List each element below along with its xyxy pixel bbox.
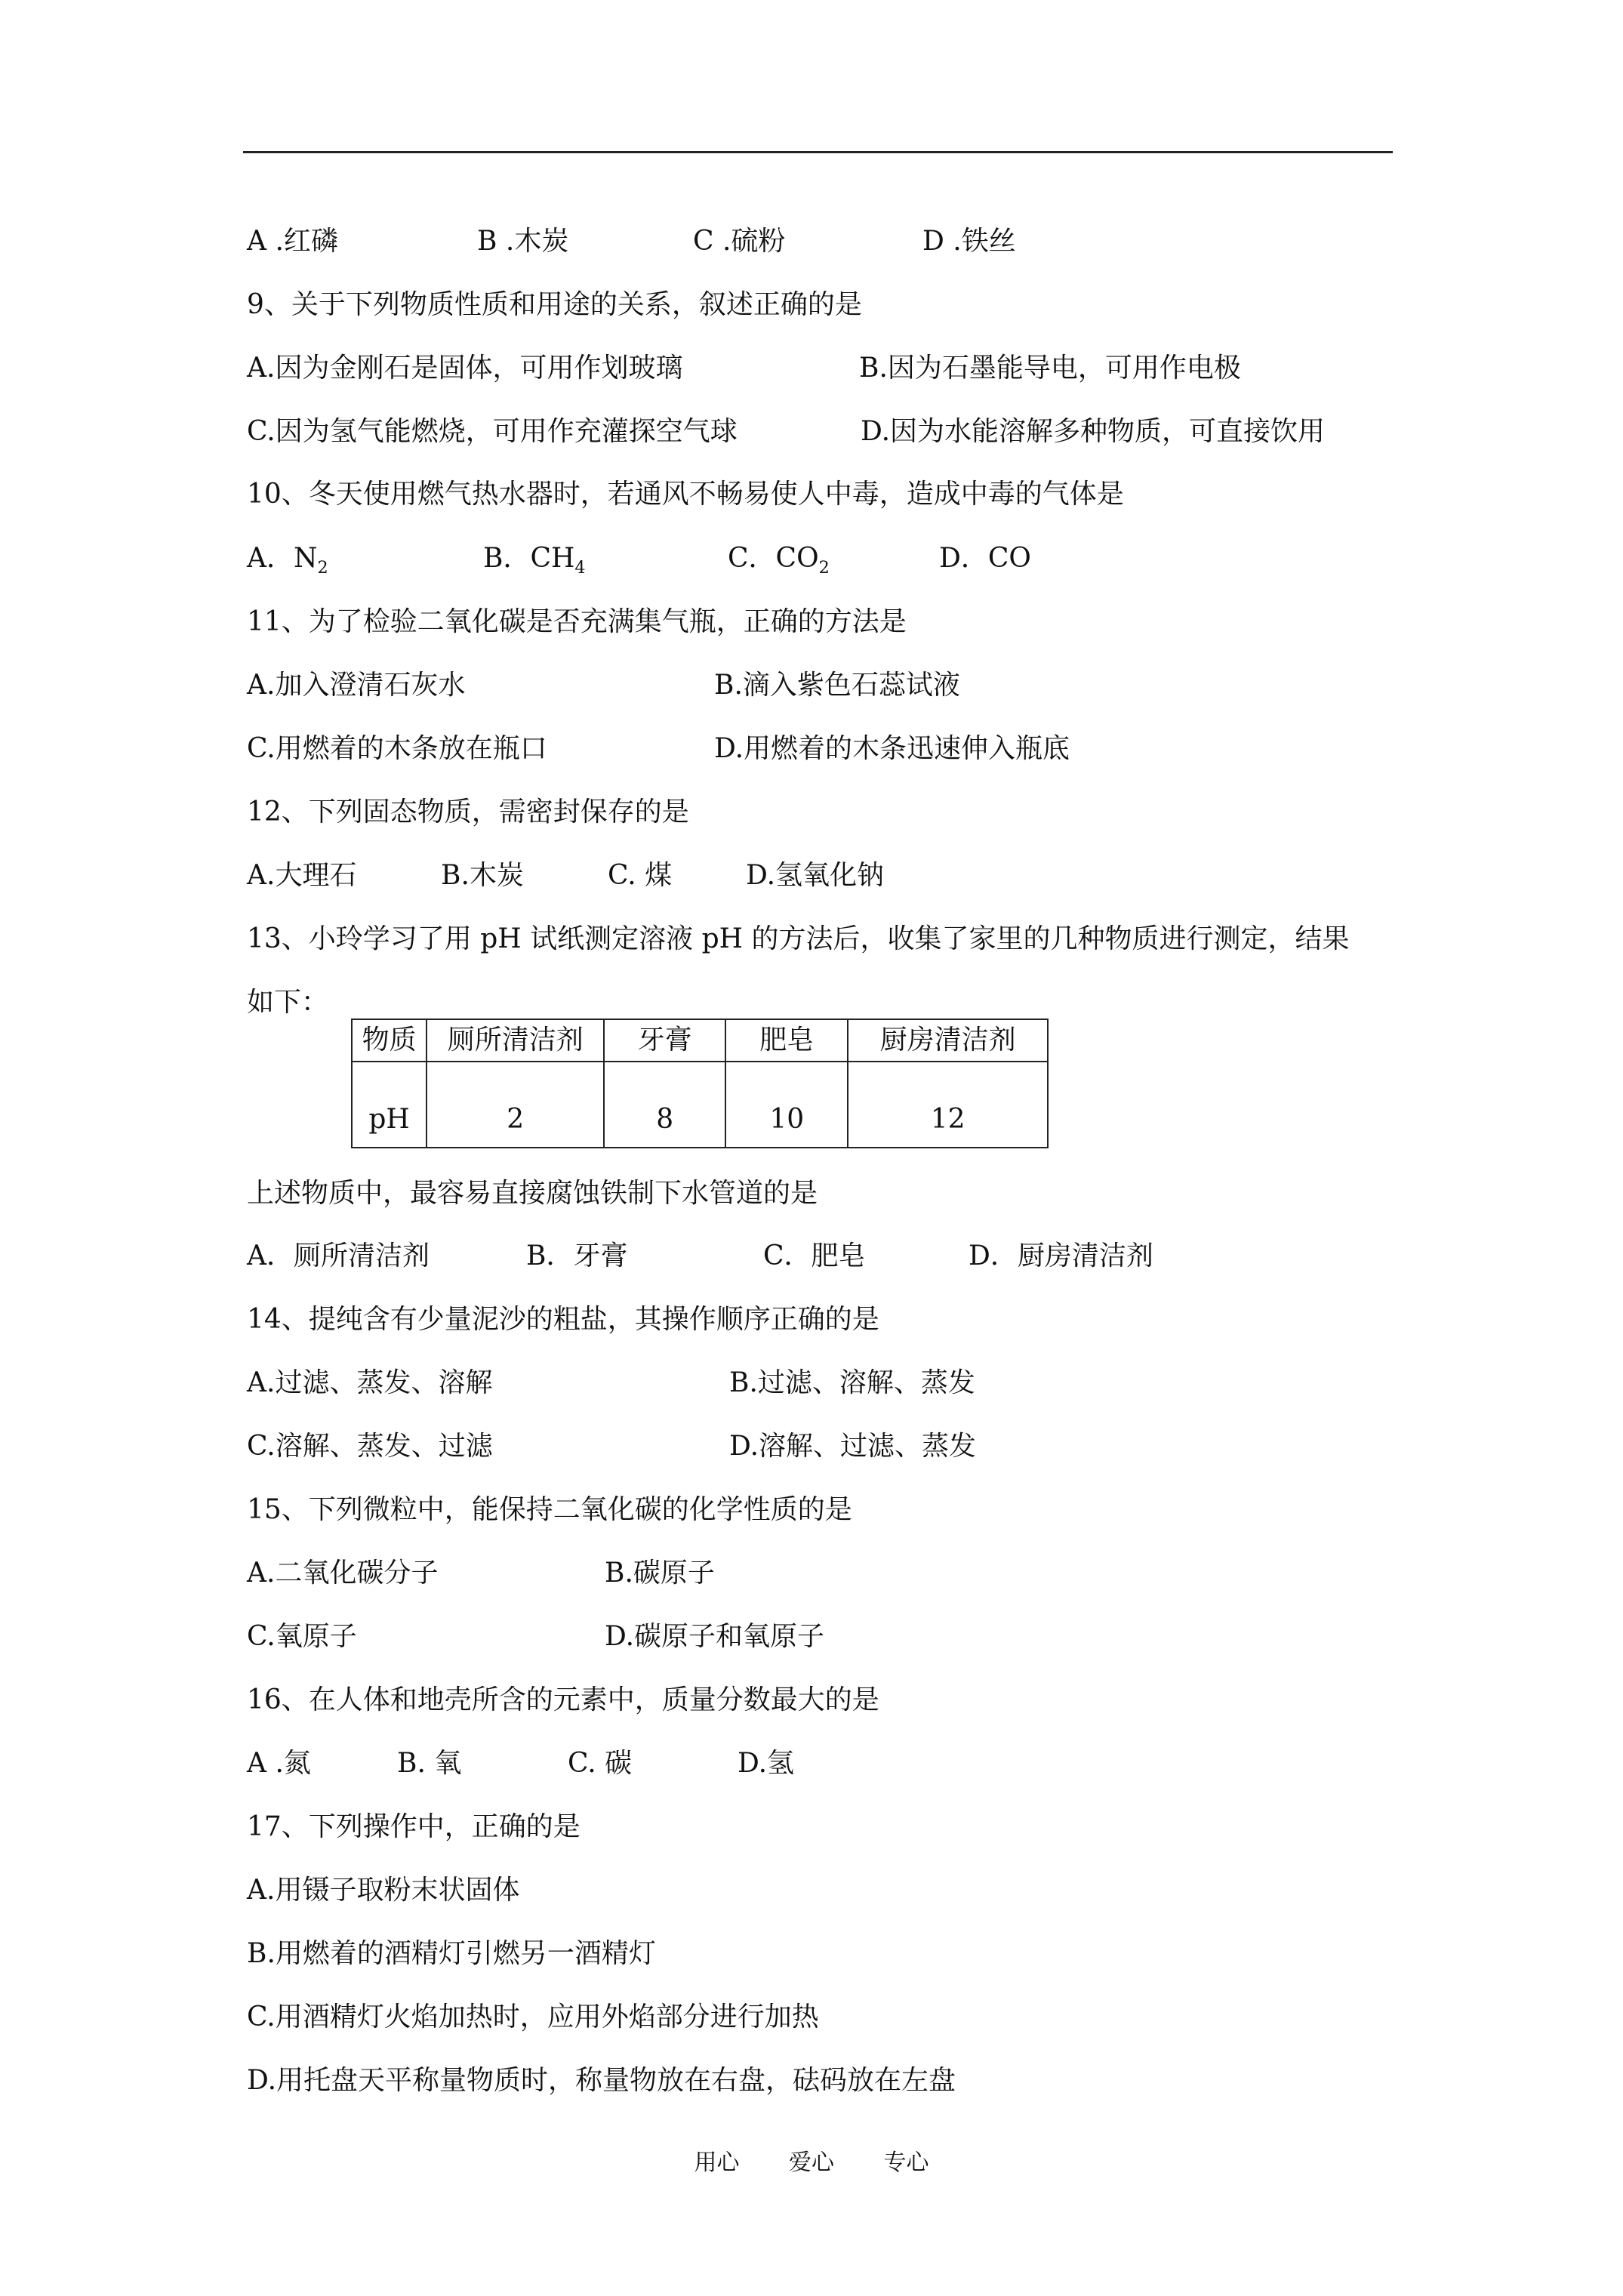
table-cell: 物质	[352, 1019, 427, 1062]
q9-option-d: D.因为水能溶解多种物质，可直接饮用	[861, 416, 1326, 447]
q15-option-b: B.碳原子	[605, 1558, 715, 1589]
q13-option-a: A．厕所清洁剂	[247, 1240, 430, 1271]
q15-option-d: D.碳原子和氧原子	[605, 1621, 825, 1652]
q11-option-d: D.用燃着的木条迅速伸入瓶底	[714, 733, 1070, 764]
q10-option-c: C．$CO_2$	[728, 543, 830, 578]
table-cell: 12	[848, 1062, 1048, 1148]
q14-stem: 14、提纯含有少量泥沙的粗盐，其操作顺序正确的是	[247, 1304, 879, 1335]
q12-option-a: A.大理石	[247, 860, 357, 891]
q11-option-b: B.滴入紫色石蕊试液	[714, 670, 960, 701]
q9-option-c: C.因为氢气能燃烧，可用作充灌探空气球	[247, 416, 738, 447]
ph-table	[351, 1019, 1049, 1148]
header-rule	[243, 151, 1393, 153]
footer-text: 爱心	[789, 2150, 834, 2176]
q14-option-b: B.过滤、溶解、蒸发	[729, 1367, 975, 1398]
q8-option-b: B .木炭	[477, 226, 569, 257]
q14-option-d: D.溶解、过滤、蒸发	[729, 1431, 977, 1462]
q13-question: 上述物质中，最容易直接腐蚀铁制下水管道的是	[247, 1178, 818, 1209]
q13-stem: 13、小玲学习了用 pH 试纸测定溶液 pH 的方法后，收集了家里的几种物质进行测定，结果	[247, 923, 1350, 954]
q11-option-a: A.加入澄清石灰水	[247, 670, 466, 701]
footer-text: 专心	[883, 2150, 929, 2176]
q11-option-c: C.用燃着的木条放在瓶口	[247, 733, 547, 764]
table-cell: 肥皂	[725, 1019, 848, 1062]
q17-option-b: B.用燃着的酒精灯引燃另一酒精灯	[247, 1938, 656, 1969]
q15-option-a: A.二氧化碳分子	[247, 1558, 439, 1589]
q16-option-a: A .氮	[247, 1748, 311, 1779]
q8-option-a: A .红磷	[247, 226, 338, 257]
ph-table-value-row	[352, 1062, 1048, 1148]
table-cell: 厨房清洁剂	[848, 1019, 1048, 1062]
table-cell: 牙膏	[604, 1019, 725, 1062]
footer-text: 用心	[694, 2150, 740, 2176]
q13-stem-continued: 如下：	[247, 987, 329, 1018]
q10-option-b: B．$CH_4$	[483, 543, 586, 578]
table-cell: 2	[427, 1062, 604, 1148]
q16-option-d: D.氢	[738, 1748, 795, 1779]
q15-option-c: C.氧原子	[247, 1621, 357, 1652]
q14-option-c: C.溶解、蒸发、过滤	[247, 1431, 493, 1462]
q8-option-d: D .铁丝	[922, 226, 1016, 257]
q13-option-b: B．牙膏	[526, 1240, 628, 1271]
q17-stem: 17、下列操作中，正确的是	[247, 1811, 581, 1842]
q10-stem: 10、冬天使用燃气热水器时，若通风不畅易使人中毒，造成中毒的气体是	[247, 479, 1124, 510]
q15-stem: 15、下列微粒中，能保持二氧化碳的化学性质的是	[247, 1494, 852, 1525]
q13-option-d: D．厨房清洁剂	[969, 1240, 1153, 1271]
q9-option-b: B.因为石墨能导电，可用作电极	[859, 353, 1241, 384]
table-cell: 厕所清洁剂	[427, 1019, 604, 1062]
q10-option-a: A．$N_2$	[247, 543, 328, 578]
q11-stem: 11、为了检验二氧化碳是否充满集气瓶，正确的方法是	[247, 606, 907, 637]
q17-option-c: C.用酒精灯火焰加热时，应用外焰部分进行加热	[247, 2002, 819, 2032]
q10-option-d: D．CO	[939, 543, 1031, 574]
table-cell: 8	[604, 1062, 725, 1148]
q9-option-a: A.因为金刚石是固体，可用作划玻璃	[247, 353, 683, 384]
q16-stem: 16、在人体和地壳所含的元素中，质量分数最大的是	[247, 1684, 879, 1715]
table-cell: 10	[725, 1062, 848, 1148]
q17-option-a: A.用镊子取粉末状固体	[247, 1875, 520, 1906]
ph-table-header-row	[352, 1019, 1048, 1062]
table-cell: pH	[352, 1062, 427, 1148]
q16-option-b: B. 氧	[397, 1748, 462, 1779]
q8-option-c: C .硫粉	[693, 226, 786, 257]
page-footer	[0, 2152, 1623, 2174]
q9-stem: 9、关于下列物质性质和用途的关系，叙述正确的是	[247, 289, 862, 320]
q13-option-c: C．肥皂	[763, 1240, 866, 1271]
q12-option-c: C. 煤	[608, 860, 673, 891]
q14-option-a: A.过滤、蒸发、溶解	[247, 1367, 493, 1398]
q16-option-c: C. 碳	[568, 1748, 633, 1779]
q17-option-d: D.用托盘天平称量物质时，称量物放在右盘，砝码放在左盘	[247, 2065, 956, 2096]
q12-option-b: B.木炭	[441, 860, 524, 891]
q12-option-d: D.氢氧化钠	[746, 860, 885, 891]
q12-stem: 12、下列固态物质，需密封保存的是	[247, 797, 689, 827]
